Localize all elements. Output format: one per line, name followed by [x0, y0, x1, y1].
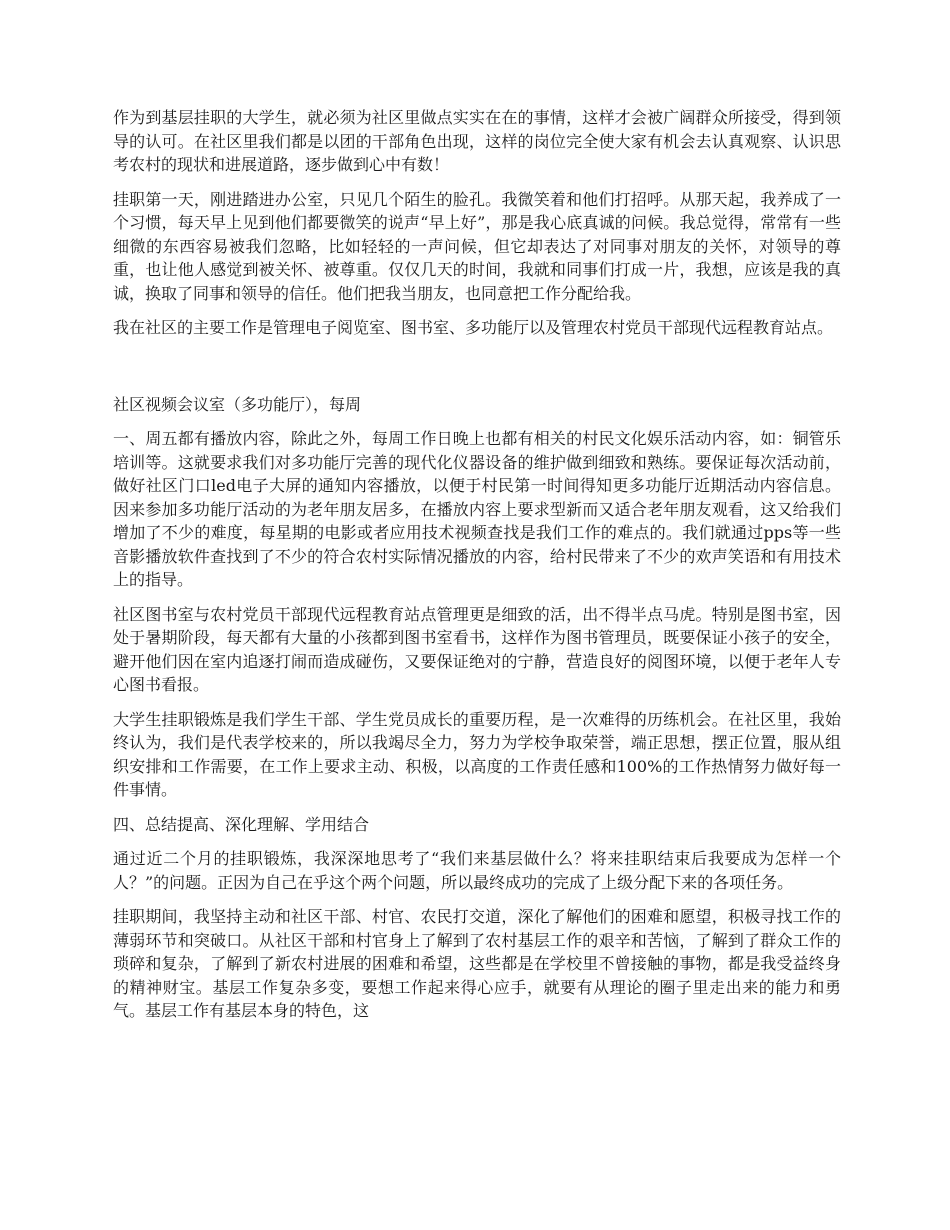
paragraph-9: 挂职期间，我坚持主动和社区干部、村官、农民打交道，深化了解他们的困难和愿望，积极寻找工作的薄弱环节和突破口。从社区干部和村官身上了解到了农村基层工作的艰辛和苦恼，了解到了群众工作的琐碎和复杂，了解到了新农村进展的困难和希望，这些都是在学校里不曾接触的事物，都是我受益终身的精神财宝。基层工作复杂多变，要想工作起来得心应手，就要有从理论的圈子里走出来的能力和勇气。基层工作有基层本身的特色，这 — [113, 907, 841, 1020]
paragraph-8: 通过近二个月的挂职锻炼，我深深地思考了“我们来基层做什么？将来挂职结束后我要成为怎样一个人？”的问题。正因为自己在乎这个两个问题，所以最终成功的完成了上级分配下来的各项任务。 — [113, 849, 841, 892]
section-gap — [113, 351, 841, 393]
document-body — [113, 106, 841, 1034]
paragraph-2: 挂职第一天，刚进踏进办公室，只见几个陌生的脸孔。我微笑着和他们打招呼。从那天起，我养成了一个习惯，每天早上见到他们都要微笑的说声“早上好”，那是我心底真诚的问候。我总觉得，常常有一些细微的东西容易被我们忽略，比如轻轻的一声问候，但它却表达了对同事对朋友的关怀，对领导的尊重，也让他人感觉到被关怀、被尊重。仅仅几天的时间，我就和同事们打成一片，我想，应该是我的真诚，换取了同事和领导的信任。他们把我当朋友，也同意把工作分配给我。 — [113, 189, 841, 303]
paragraph-5: 一、周五都有播放内容，除此之外，每周工作日晚上也都有相关的村民文化娱乐活动内容，如：铜管乐培训等。这就要求我们对多功能厅完善的现代化仪器设备的维护做到细致和熟练。要保证每次活动前，做好社区门口led电子大屏的通知内容播放，以便于村民第一时间得知更多功能厅近期活动内容信息。因来参加多功能厅活动的为老年朋友居多，在播放内容上要求型新而又适合老年朋友观看，这又给我们增加了不少的难度，每星期的电影或者应用技术视频查找是我们工作的难点的。我们就通过pps等一些音影播放软件查找到了不少的符合农村实际情况播放的内容，给村民带来了不少的欢声笑语和有用技术上的指导。 — [113, 429, 841, 589]
paragraph-3: 我在社区的主要工作是管理电子阅览室、图书室、多功能厅以及管理农村党员干部现代远程教育站点。 — [113, 318, 834, 337]
section-heading: 四、总结提高、深化理解、学用结合 — [113, 814, 370, 834]
paragraph-1: 作为到基层挂职的大学生，就必须为社区里做点实实在在的事情，这样才会被广阔群众所接受，得到领导的认可。在社区里我们都是以团的干部角色出现，这样的岗位完全使大家有机会去认真观察、认识思考农村的现状和进展道路，逐步做到心中有数！ — [113, 108, 841, 174]
paragraph-4: 社区视频会议室（多功能厅），每周 — [113, 394, 362, 414]
paragraph-7: 大学生挂职锻炼是我们学生干部、学生党员成长的重要历程，是一次难得的历练机会。在社区里，我始终认为，我们是代表学校来的，所以我竭尽全力，努力为学校争取荣誉，端正思想，摆正位置，服从组织安排和工作需要，在工作上要求主动、积极，以高度的工作责任感和100%的工作热情努力做好每一件事情。 — [113, 709, 841, 799]
paragraph-6: 社区图书室与农村党员干部现代远程教育站点管理更是细致的活，出不得半点马虎。特别是图书室，因处于暑期阶段，每天都有大量的小孩都到图书室看书，这样作为图书管理员，既要保证小孩子的安全，避开他们因在室内追逐打闹而造成碰伤，又要保证绝对的宁静，营造良好的阅图环境，以便于老年人专心图书看报。 — [113, 604, 841, 694]
